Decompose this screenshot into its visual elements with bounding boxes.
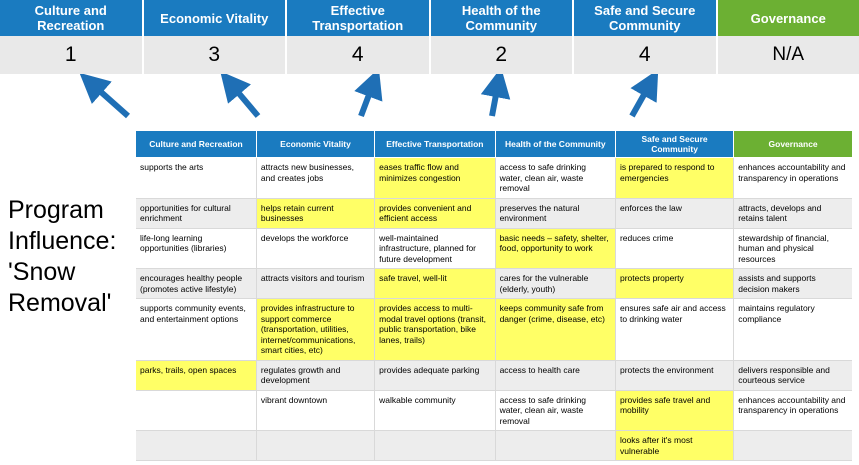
- matrix-cell: access to safe drinking water, clean air, waste removal: [495, 158, 615, 199]
- scorecard-score-governance: N/A: [718, 36, 859, 74]
- matrix-header-culture-and-recreation: Culture and Recreation: [136, 131, 256, 158]
- scorecard-score-culture-and-recreation: 1: [0, 36, 144, 74]
- matrix-cell: provides safe travel and mobility: [615, 390, 733, 431]
- matrix-header-economic-vitality: Economic Vitality: [256, 131, 374, 158]
- matrix-cell: opportunities for cultural enrichment: [136, 198, 256, 228]
- matrix-cell: provides convenient and efficient access: [375, 198, 495, 228]
- matrix-header-health-of-the-community: Health of the Community: [495, 131, 615, 158]
- matrix-header-safe-and-secure-community: Safe and Secure Community: [615, 131, 733, 158]
- matrix-cell: life-long learning opportunities (libraries): [136, 228, 256, 269]
- matrix-cell: eases traffic flow and minimizes congestion: [375, 158, 495, 199]
- scorecard-header-governance: Governance: [718, 0, 859, 36]
- table-row: [136, 269, 852, 299]
- matrix-cell: access to safe drinking water, clean air, waste removal: [495, 390, 615, 431]
- influence-matrix: [136, 131, 852, 461]
- matrix-header-governance: Governance: [734, 131, 852, 158]
- matrix-cell: supports the arts: [136, 158, 256, 199]
- table-row: [136, 299, 852, 361]
- matrix-cell: [734, 431, 852, 461]
- matrix-body: [136, 158, 852, 461]
- matrix-cell: helps retain current businesses: [256, 198, 374, 228]
- scorecard-header-effective-transportation: Effective Transportation: [287, 0, 431, 36]
- matrix-cell: attracts new businesses, and creates jobs: [256, 158, 374, 199]
- matrix-cell: [136, 390, 256, 431]
- matrix-cell: protects the environment: [615, 360, 733, 390]
- arrow-icon-economic-vitality: [231, 84, 258, 116]
- matrix-cell: parks, trails, open spaces: [136, 360, 256, 390]
- table-row: [136, 431, 852, 461]
- matrix-cell: keeps community safe from danger (crime, disease, etc): [495, 299, 615, 361]
- scorecard-strip: [0, 0, 859, 74]
- matrix-cell: assists and supports decision makers: [734, 269, 852, 299]
- scorecard-score-row: [0, 36, 859, 74]
- arrow-icon-health-of-the-community: [492, 84, 498, 116]
- matrix-cell: vibrant downtown: [256, 390, 374, 431]
- matrix-cell: supports community events, and entertainment options: [136, 299, 256, 361]
- program-influence-caption: Program Influence: 'Snow Removal': [8, 196, 117, 317]
- matrix-cell: protects property: [615, 269, 733, 299]
- matrix-cell: attracts, develops and retains talent: [734, 198, 852, 228]
- matrix-cell: develops the workforce: [256, 228, 374, 269]
- matrix-cell: stewardship of financial, human and physical resources: [734, 228, 852, 269]
- table-row: [136, 198, 852, 228]
- matrix-cell: reduces crime: [615, 228, 733, 269]
- matrix-cell: provides access to multi-modal travel options (transit, public transportation, bike lanes, trails): [375, 299, 495, 361]
- matrix-cell: enhances accountability and transparency in operations: [734, 390, 852, 431]
- scorecard-score-effective-transportation: 4: [287, 36, 431, 74]
- matrix-cell: regulates growth and development: [256, 360, 374, 390]
- matrix-cell: ensures safe air and access to drinking water: [615, 299, 733, 361]
- table-row: [136, 228, 852, 269]
- scorecard-score-health-of-the-community: 2: [431, 36, 575, 74]
- scorecard-header-health-of-the-community: Health of the Community: [431, 0, 575, 36]
- matrix-cell: provides adequate parking: [375, 360, 495, 390]
- scorecard-header-economic-vitality: Economic Vitality: [144, 0, 288, 36]
- matrix-cell: walkable community: [375, 390, 495, 431]
- matrix-header-effective-transportation: Effective Transportation: [375, 131, 495, 158]
- table-row: [136, 158, 852, 199]
- arrow-group: [0, 74, 859, 134]
- matrix-cell: [375, 431, 495, 461]
- matrix-cell: basic needs – safety, shelter, food, opportunity to work: [495, 228, 615, 269]
- table-row: [136, 390, 852, 431]
- matrix-cell: [136, 431, 256, 461]
- matrix-cell: attracts visitors and tourism: [256, 269, 374, 299]
- matrix-cell: preserves the natural environment: [495, 198, 615, 228]
- arrow-icon-safe-and-secure-community: [632, 84, 650, 116]
- matrix-cell: delivers responsible and courteous service: [734, 360, 852, 390]
- matrix-cell: encourages healthy people (promotes active lifestyle): [136, 269, 256, 299]
- scorecard-header-row: [0, 0, 859, 36]
- matrix-cell: enhances accountability and transparency in operations: [734, 158, 852, 199]
- matrix-cell: maintains regulatory compliance: [734, 299, 852, 361]
- matrix-cell: [495, 431, 615, 461]
- matrix-cell: provides infrastructure to support commerce (transportation, utilities, internet/communications, smart cities, etc): [256, 299, 374, 361]
- matrix-cell: is prepared to respond to emergencies: [615, 158, 733, 199]
- matrix-cell: access to health care: [495, 360, 615, 390]
- arrow-icon-culture-and-recreation: [92, 84, 128, 116]
- matrix-cell: cares for the vulnerable (elderly, youth): [495, 269, 615, 299]
- matrix-cell: well-maintained infrastructure, planned for future development: [375, 228, 495, 269]
- matrix-header-row: [136, 131, 852, 158]
- matrix-cell: enforces the law: [615, 198, 733, 228]
- scorecard-score-safe-and-secure-community: 4: [574, 36, 718, 74]
- scorecard-header-safe-and-secure-community: Safe and Secure Community: [574, 0, 718, 36]
- arrow-icon-effective-transportation: [361, 84, 373, 116]
- scorecard-header-culture-and-recreation: Culture and Recreation: [0, 0, 144, 36]
- matrix-cell: safe travel, well-lit: [375, 269, 495, 299]
- matrix-cell: [256, 431, 374, 461]
- scorecard-score-economic-vitality: 3: [144, 36, 288, 74]
- table-row: [136, 360, 852, 390]
- matrix-cell: looks after it's most vulnerable: [615, 431, 733, 461]
